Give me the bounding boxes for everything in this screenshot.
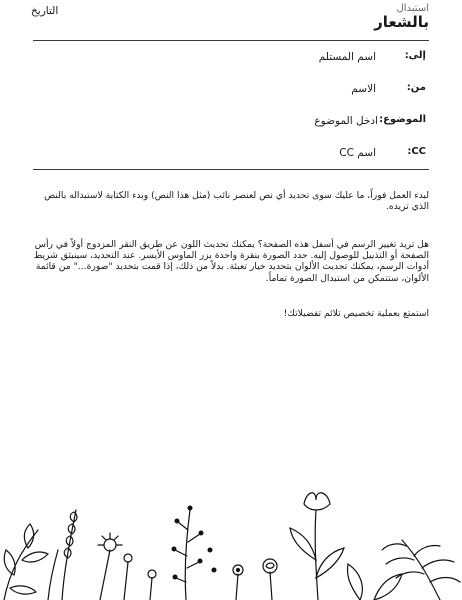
to-value[interactable]: اسم المستلم <box>318 51 376 63</box>
subject-row <box>0 114 462 134</box>
date-field[interactable]: التاريخ <box>31 5 59 17</box>
tulip-stem <box>315 510 318 600</box>
leaf <box>374 574 402 600</box>
fields-divider <box>33 169 429 170</box>
dandelion-stem <box>100 550 110 600</box>
flower-head <box>263 559 277 573</box>
subject-value[interactable]: ادخل الموضوع <box>314 115 378 127</box>
leaf <box>22 552 48 562</box>
body-paragraph-1[interactable]: لبدء العمل فوراً، ما عليك سوى تحديد أي نص لعنصر نائب (مثل هذا النص) وبدء الكتابة لاستبداله بالنص الذي تريده. <box>44 190 429 213</box>
blossom-center <box>237 569 240 572</box>
leaf <box>348 564 363 600</box>
fern-leaf <box>386 558 414 564</box>
fern-leaf <box>422 560 454 568</box>
flower-petals <box>266 563 274 568</box>
dandelion-stem <box>124 562 128 600</box>
to-row <box>0 50 462 70</box>
blossom-stem <box>236 574 238 600</box>
leaf <box>24 524 33 548</box>
body-paragraph-2[interactable]: هل تريد تغيير الرسم في أسفل هذه الصفحة؟ يمكنك تحديث اللون عن طريق النقر المزدوج أولاً في رأس الصفحة أو التذييل للوصول إليه. حدد الصورة بنقرة واحدة بزر الماوس الأيسر. عند التحديد، سينبثق شريط أدوات الرسم، يمكنك تحديث الألوان بتحديد خيار تعبئة. بدلاً من ذلك، إذا قمت بتحديد "صورة..." من قائمة الألوان، ستتمكن من استبدال الصورة تماماً. <box>33 239 429 284</box>
fern-leaf <box>414 545 440 556</box>
from-row <box>0 82 462 102</box>
cc-value[interactable]: اسم CC <box>339 147 376 159</box>
tulip-leaf <box>316 548 344 578</box>
cc-row <box>0 146 462 166</box>
dandelion-head <box>124 554 132 562</box>
to-label: إلى: <box>404 50 426 61</box>
fern-leaf <box>382 544 406 550</box>
tulip-leaf <box>290 528 316 560</box>
tulip-flower <box>304 493 330 510</box>
fern-leaf <box>430 578 460 583</box>
grass-stem <box>62 510 76 600</box>
logo-main-text: بالشعار <box>374 13 429 31</box>
from-value[interactable]: الاسم <box>351 83 376 95</box>
cc-label: CC: <box>407 146 426 157</box>
leaf <box>4 550 15 575</box>
grass-stem <box>48 550 58 600</box>
logo-sub-text: استبدال <box>396 3 429 14</box>
flower-stem <box>270 572 272 600</box>
blossom-stem <box>150 578 152 600</box>
dandelion-head <box>104 539 116 551</box>
blossom <box>148 570 156 578</box>
leaf <box>10 586 36 594</box>
header-divider <box>33 40 429 41</box>
flowers-illustration[interactable] <box>0 490 462 600</box>
subject-label: الموضوع: <box>379 114 426 125</box>
body-paragraph-3[interactable]: استمتع بعملية تخصيص تلائم تفضيلاتك! <box>283 308 429 319</box>
logo-placeholder[interactable] <box>374 4 429 30</box>
dandelion-seeds <box>98 533 122 545</box>
from-label: من: <box>406 82 426 93</box>
